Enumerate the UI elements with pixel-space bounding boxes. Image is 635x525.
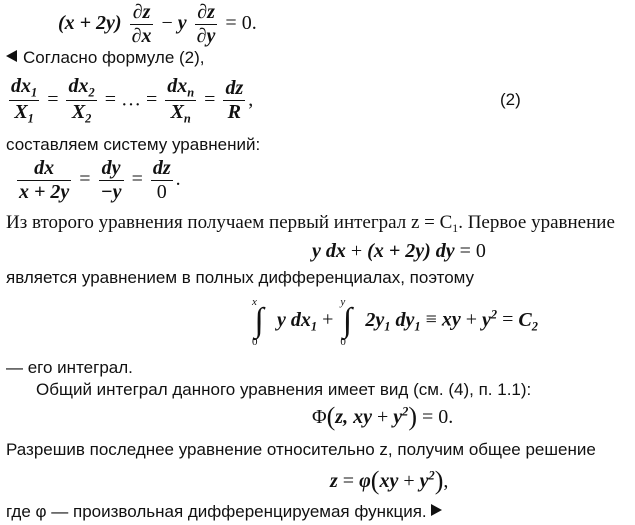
intro-text: Согласно формуле (2), — [23, 48, 205, 67]
first-integral-text: Из второго уравнения получаем первый интеграл $z = C_1$. Первое уравнение — [6, 212, 615, 236]
equation-our-system: $\frac{dx}{x + 2y}$ = $\frac{dy}{-y}$ = $\frac{dz}{0}$ . — [19, 157, 181, 203]
equation-number: (2) — [500, 90, 521, 109]
equation-integral: ∫ x 0 y $dx_1$ + ∫ y 0 $2y_1$ $dy_1$ ≡ xy + $y^2 = C_2$ — [252, 296, 538, 348]
where-text: где φ — произвольная дифференцируемая функция. — [6, 502, 442, 522]
proof-start-icon — [6, 50, 17, 62]
system-text: составляем систему уравнений: — [6, 135, 261, 154]
equation-characteristic-system: $\frac{dx_1}{X_1}$ = $\frac{dx_2}{X_2}$ = … = $\frac{dx_n}{X_n}$ = $\frac{dz}{R}$ , — [11, 75, 254, 126]
intro-paragraph — [6, 48, 205, 68]
equation-first: y dx + (x + 2y) dy = 0 — [312, 240, 486, 262]
general-integral-text: Общий интеграл данного уравнения имеет вид (см. (4), п. 1.1): — [36, 380, 532, 399]
its-integral-text: — его интеграл. — [6, 358, 133, 377]
integral-sign: ∫ x 0 — [252, 296, 264, 348]
integral-sign: ∫ y 0 — [340, 296, 353, 348]
equation-general-integral: Φ(z, xy + $y^2) = 0$. — [312, 402, 454, 431]
equation-pde: (x + 2y) $\frac{\partial z}{\partial x}$ − y $\frac{\partial z}{\partial y}$ = 0. — [58, 1, 257, 47]
solving-text: Разрешив последнее уравнение относительно z, получим общее решение — [6, 440, 596, 459]
proof-end-icon — [431, 504, 442, 516]
total-diff-text: является уравнением в полных дифференциалах, поэтому — [6, 268, 475, 287]
equation-general-solution: $z = \varphi(xy + y^2)$, — [330, 466, 449, 495]
